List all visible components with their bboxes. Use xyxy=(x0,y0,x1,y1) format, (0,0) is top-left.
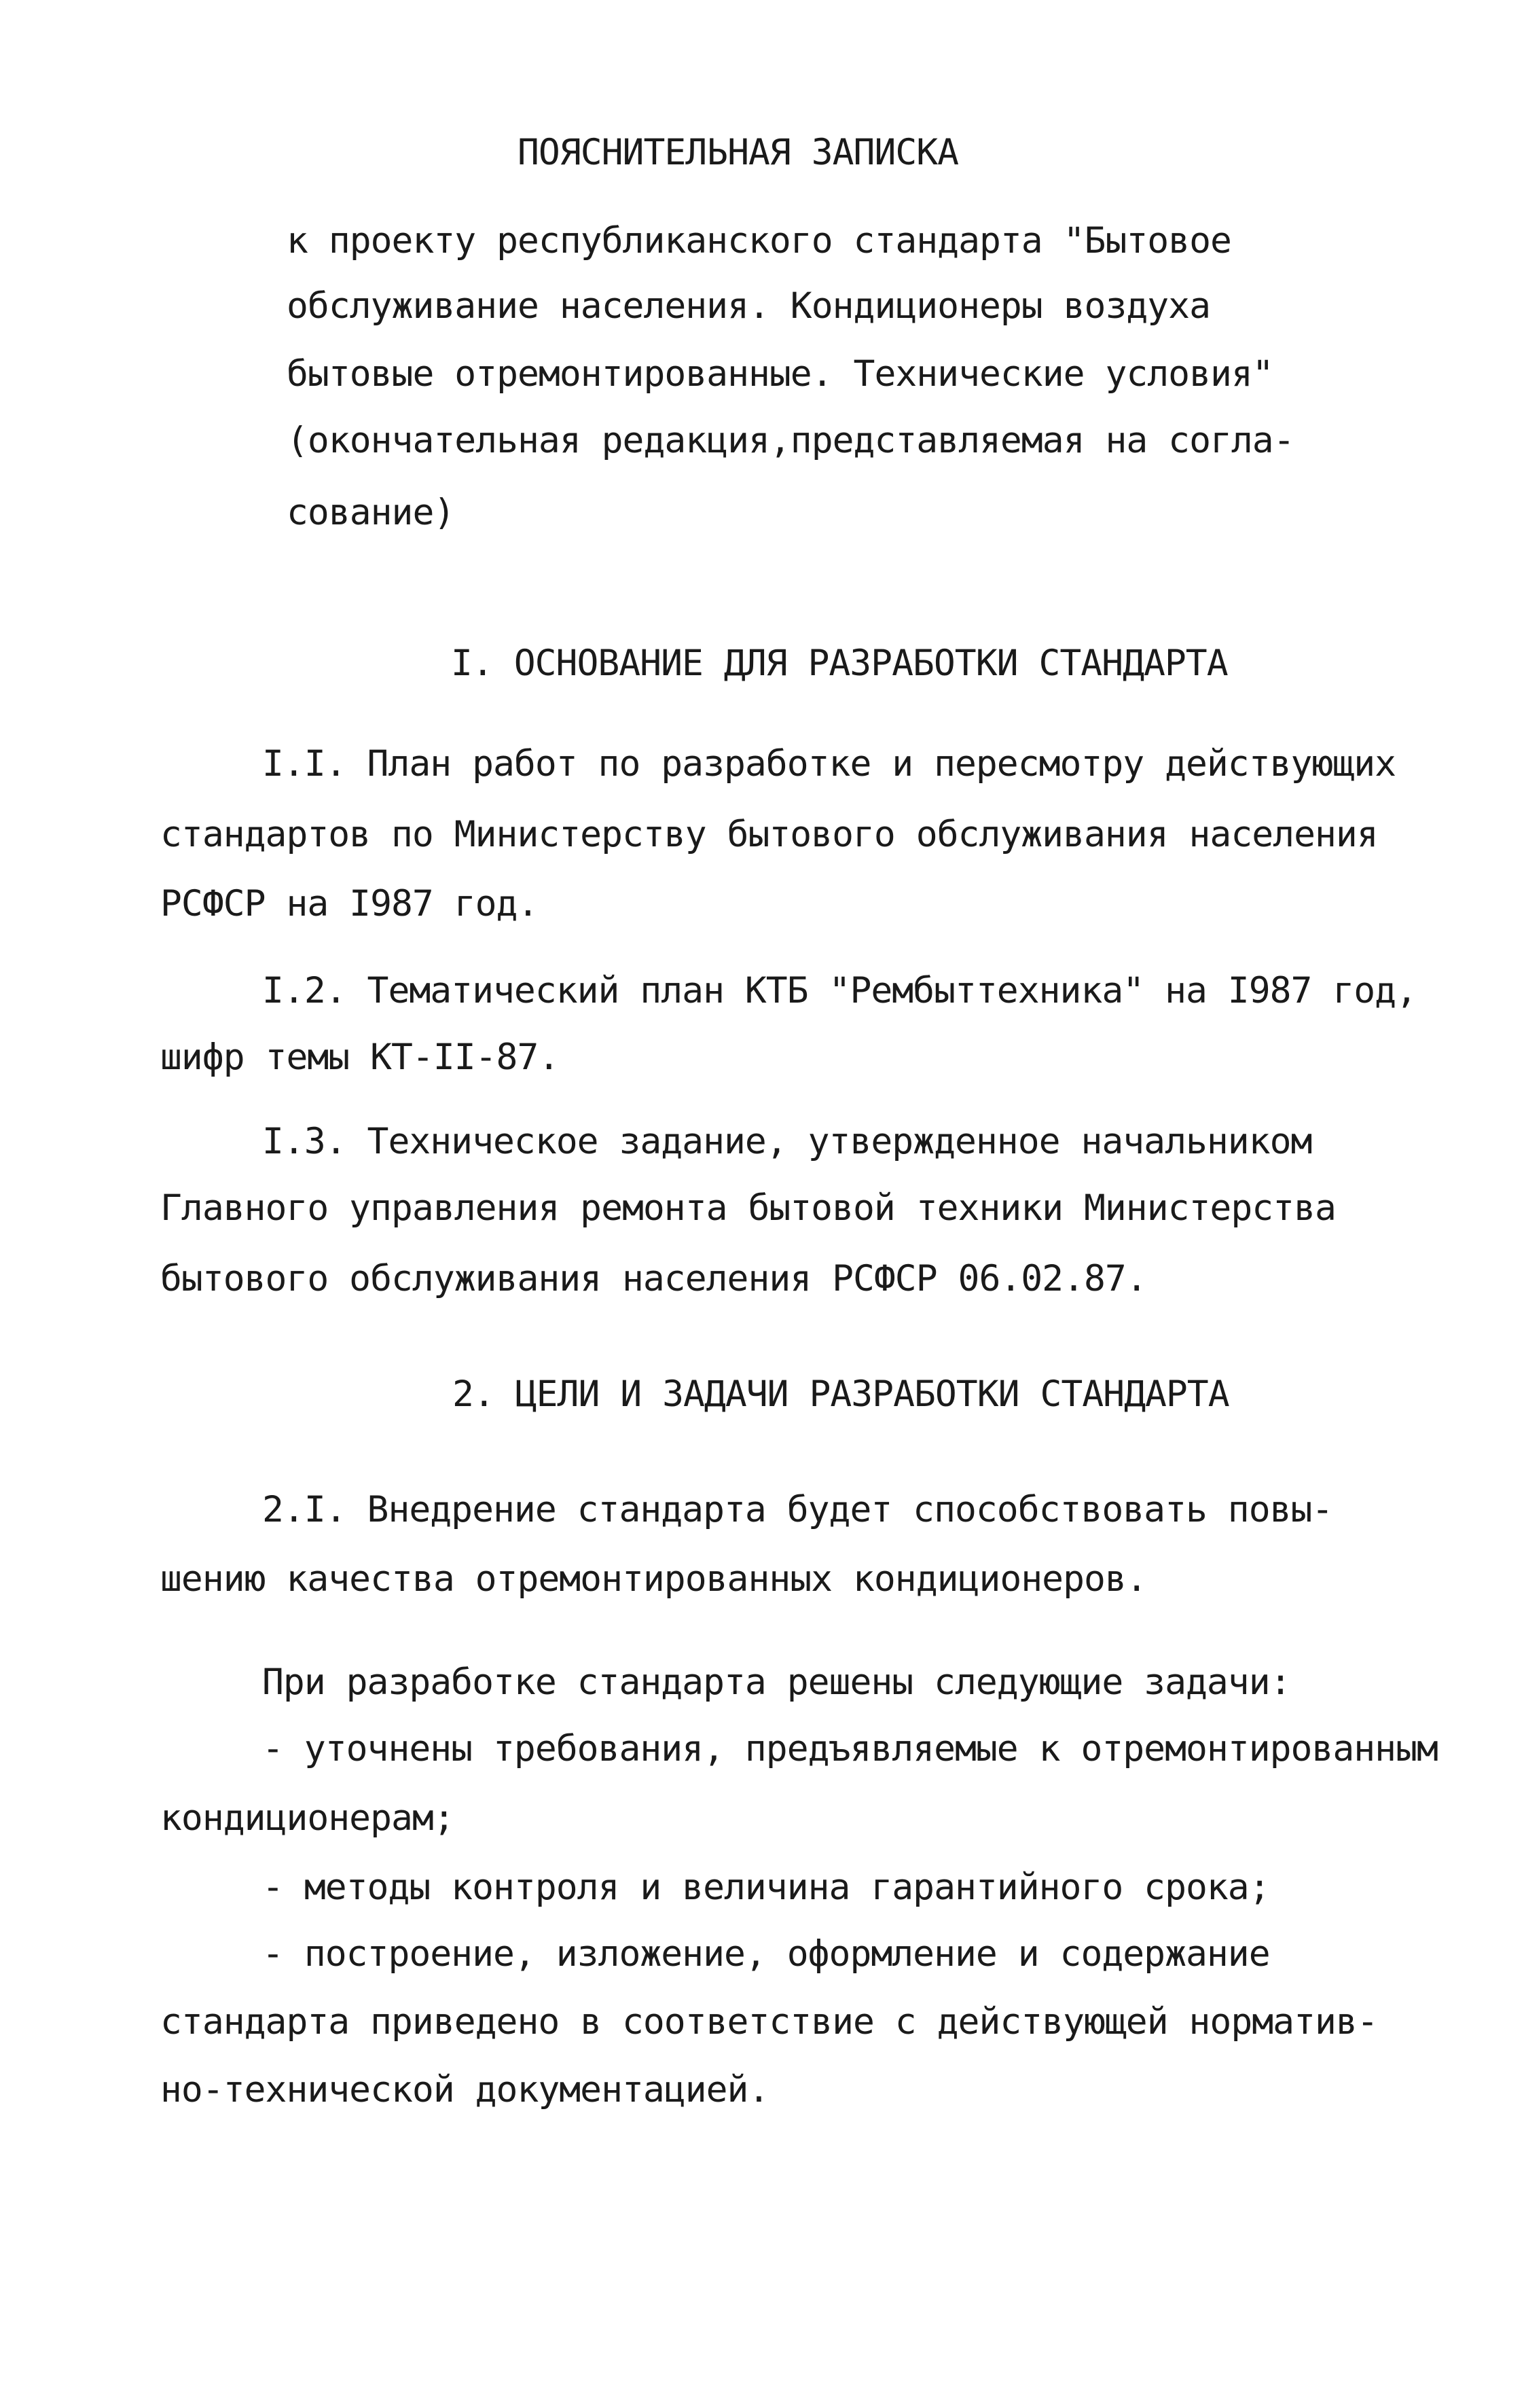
tasks-intro: При разработке стандарта решены следующие задачи: xyxy=(262,1661,1291,1703)
paragraph-1-2-line: шифр темы КТ-II-87. xyxy=(160,1037,560,1078)
task-1-line: - уточнены требования, предъявляемые к отремонтированным xyxy=(262,1728,1438,1769)
task-2-line: - методы контроля и величина гарантийного срока; xyxy=(262,1867,1270,1908)
intro-line: сование) xyxy=(287,492,455,533)
task-3-line: стандарта приведено в соответствие с действующей норматив- xyxy=(160,2001,1378,2043)
task-3-line: - построение, изложение, оформление и содержание xyxy=(262,1933,1270,1975)
intro-line: бытовые отремонтированные. Технические условия" xyxy=(287,353,1273,395)
paragraph-1-1-line: стандартов по Министерству бытового обслуживания населения xyxy=(160,814,1378,855)
task-3-line: но-технической документацией. xyxy=(160,2069,769,2110)
paragraph-1-3-line: I.3. Техническое задание, утвержденное начальником xyxy=(262,1121,1312,1162)
section-1-heading: I. ОСНОВАНИЕ ДЛЯ РАЗРАБОТКИ СТАНДАРТА xyxy=(451,643,1228,684)
section-2-heading: 2. ЦЕЛИ И ЗАДАЧИ РАЗРАБОТКИ СТАНДАРТА xyxy=(452,1373,1229,1415)
task-1-line: кондиционерам; xyxy=(160,1797,454,1839)
paragraph-1-2-line: I.2. Тематический план КТБ "Рембыттехника" на I987 год, xyxy=(262,970,1417,1011)
intro-line: (окончательная редакция,представляемая на согла- xyxy=(287,420,1294,461)
paragraph-1-1-line: РСФСР на I987 год. xyxy=(160,883,539,924)
intro-line: к проекту республиканского стандарта "Бытовое xyxy=(287,220,1231,262)
paragraph-1-3-line: Главного управления ремонта бытовой техники Министерства xyxy=(160,1187,1336,1229)
paragraph-2-1-line: шению качества отремонтированных кондиционеров. xyxy=(160,1558,1147,1600)
paragraph-1-1-line: I.I. План работ по разработке и пересмотру действующих xyxy=(262,743,1396,785)
intro-line: обслуживание населения. Кондиционеры воздуха xyxy=(287,285,1210,327)
paragraph-1-3-line: бытового обслуживания населения РСФСР 06.02.87. xyxy=(160,1258,1147,1299)
paragraph-2-1-line: 2.I. Внедрение стандарта будет способствовать повы- xyxy=(262,1489,1333,1530)
document-title: ПОЯСНИТЕЛЬНАЯ ЗАПИСКА xyxy=(518,132,959,173)
